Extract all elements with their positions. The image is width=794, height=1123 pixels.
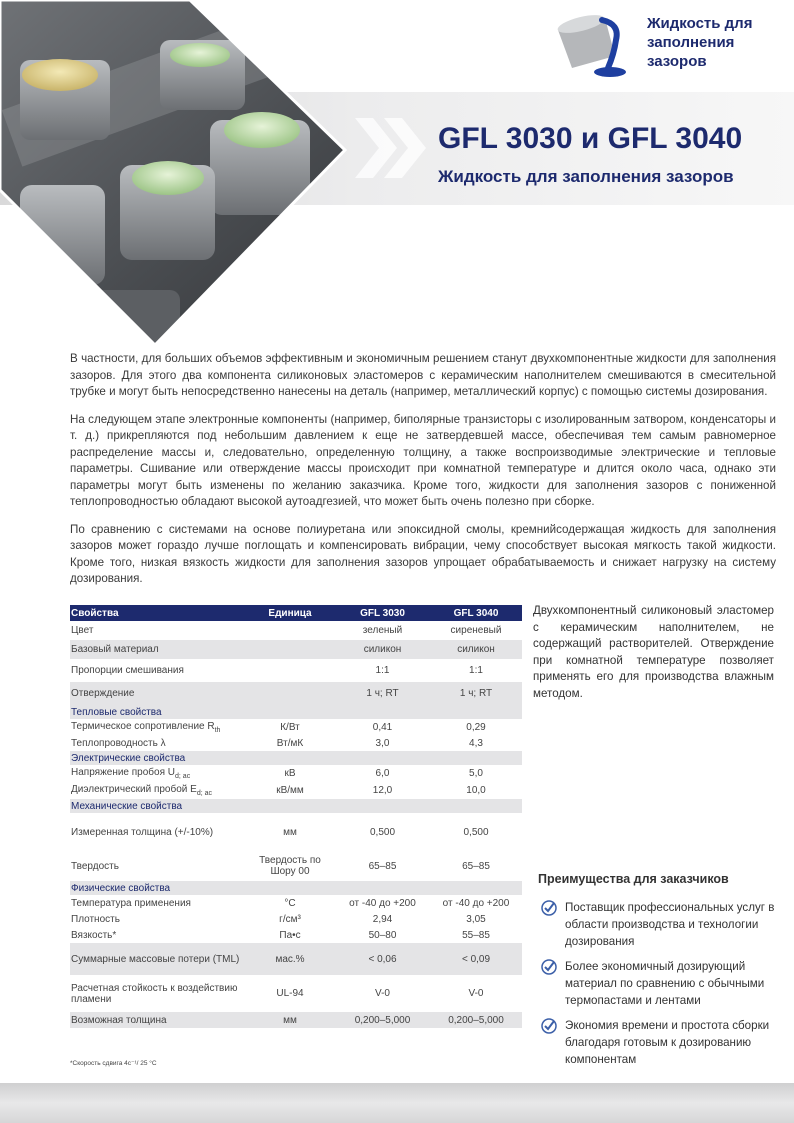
cell: кВ/мм: [276, 785, 304, 796]
cell: [70, 782, 245, 799]
cell: мас.%: [245, 943, 335, 975]
subscript: d; ac: [175, 773, 191, 780]
list-item-text: Экономия времени и простота сборки благодаря готовым к дозированию компонентам: [565, 1019, 770, 1066]
cell: [70, 765, 245, 782]
cell: Вт/мК: [276, 737, 304, 749]
cell: силикон: [335, 640, 430, 659]
cell: Плотность: [71, 913, 120, 925]
section-label: Физические свойства: [70, 881, 522, 895]
cell: сиреневый: [450, 625, 502, 636]
cell: Суммарные массовые потери (TML): [70, 943, 245, 975]
cell: Базовый материал: [70, 640, 245, 659]
cell: 0,500: [463, 826, 489, 838]
advantages-list: [541, 899, 781, 1076]
paragraph: В частности, для больших объемов эффективным и экономичным решением станут двухкомпонентные жидкости для заполнения зазоров. Для этого два компонента силиконовых эластомеров с керамическим наполнителем смешиваются в смесительной трубке и могут быть непосредственно нанесены на деталь (например, металлический корпус) с помощью системы дозирования.: [70, 352, 776, 398]
cell-text: Напряжение пробоя U: [71, 767, 176, 778]
section-label: Электрические свойства: [70, 751, 522, 765]
cell: Твердость: [71, 860, 119, 872]
page-title: GFL 3030 и GFL 3040: [438, 122, 743, 155]
cell: °C: [284, 897, 296, 909]
cell: 65–85: [462, 860, 490, 872]
product-description: Двухкомпонентный силиконовый эластомер с керамическим наполнителем, не содержащий растворителей. Отверждение при комнатной температуре позволяет применять его для производства влажным методом.: [533, 604, 774, 700]
cell: мм: [283, 826, 297, 838]
cell: силикон: [430, 640, 522, 659]
cell: 3,05: [466, 913, 486, 925]
section-row: [70, 751, 522, 765]
cell-text: Диэлектрический пробой E: [71, 784, 197, 795]
cell: [245, 621, 335, 640]
column-header: Единица: [245, 605, 335, 621]
cell: Твердость по Шору 00: [259, 855, 321, 877]
table-row: [70, 911, 522, 927]
column-header: GFL 3040: [430, 605, 522, 621]
cell: < 0,09: [430, 943, 522, 975]
table-row: [70, 975, 522, 1012]
checkmark-icon: [541, 900, 557, 916]
column-header: Свойства: [70, 605, 245, 621]
cell: Цвет: [71, 625, 94, 636]
table-row: [70, 927, 522, 943]
cell: Расчетная стойкость к воздействию пламени: [71, 982, 238, 1005]
table-header-row: [70, 605, 522, 621]
cell: Температура применения: [71, 897, 191, 909]
cell: г/см³: [279, 913, 301, 925]
table-row: [70, 851, 522, 881]
cell: зеленый: [362, 625, 403, 636]
cell: Пропорции смешивания: [71, 665, 184, 676]
cell: 12,0: [372, 785, 393, 796]
cell: Отверждение: [70, 682, 245, 705]
cell: К/Вт: [280, 721, 300, 733]
cell: 0,500: [369, 826, 396, 838]
cell: 2,94: [372, 913, 393, 925]
cell: Измеренная толщина (+/-10%): [71, 826, 214, 838]
section-row: [70, 881, 522, 895]
checkmark-icon: [541, 959, 557, 975]
cell: 50–80: [368, 929, 397, 941]
section-label: Тепловые свойства: [70, 705, 522, 719]
cell: 3,0: [375, 737, 390, 749]
cell: 5,0: [469, 768, 483, 779]
table-row: [70, 682, 522, 705]
table-row: [70, 719, 522, 735]
paragraph: На следующем этапе электронные компоненты (например, биполярные транзисторы с изолированным затвором, конденсаторы и т. д.) прикрепляются под небольшим давлением к еще не затвердевшей массе, обеспечивая тем самым равномерное распределение массы и, следовательно, определенную толщину, а также воспроизводимые электрические и тепловые параметры. Сшивание или отверждение массы происходит при комнатной температуре и длится около часа, однако эти параметры могут быть изменены по желанию заказчика. Кроме того, жидкости для заполнения зазоров с пониженной теплопроводностью обладают высокой аутоадгезией, что может быть очень полезно при сборке.: [70, 412, 776, 508]
table-row: [70, 765, 522, 782]
cell: 1 ч; RT: [430, 682, 522, 705]
cell: от -40 до +200: [349, 897, 416, 909]
footer-band: [0, 1083, 794, 1123]
cell: 65–85: [368, 860, 397, 872]
cell: 1:1: [469, 665, 483, 676]
cell: 0,200–5,000: [430, 1012, 522, 1028]
body-text: [70, 351, 776, 599]
product-photo: [0, 0, 440, 380]
table-row: [70, 1012, 522, 1028]
table-row: [70, 659, 522, 682]
list-item: [541, 899, 781, 950]
column-header: GFL 3030: [335, 605, 430, 621]
cell: Возможная толщина: [70, 1012, 245, 1028]
cell: 0,200–5,000: [335, 1012, 430, 1028]
section-row: [70, 705, 522, 719]
table-footnote: *Скорость сдвига 4c⁻¹/ 25 °C: [70, 1060, 157, 1067]
cell: 1:1: [375, 665, 390, 676]
cell: V-0: [468, 988, 484, 999]
cell: 55–85: [462, 929, 490, 941]
bucket-icon: [550, 10, 640, 80]
cell: Вязкость*: [71, 929, 117, 941]
paragraph: По сравнению с системами на основе полиуретана или эпоксидной смолы, кремнийсодержащая жидкость для заполнения зазоров может гораздо лучше поглощать и компенсировать вибрации, чему способствует высокая мягкость такой жидкости. Кроме того, низкая вязкость жидкости для заполнения зазоров упрощает обрабатываемость и снижает нагрузку на систему дозирования.: [70, 522, 776, 585]
cell: от -40 до +200: [442, 897, 510, 909]
cell: мм: [245, 1012, 335, 1028]
checkmark-icon: [541, 1018, 557, 1034]
table-row: [70, 782, 522, 799]
cell: [245, 659, 335, 682]
table-row: [70, 621, 522, 640]
cell-text: Термическое сопротивление R: [71, 720, 215, 732]
cell: 10,0: [466, 785, 486, 796]
cell: [245, 640, 335, 659]
cell: Теплопроводность λ: [71, 737, 166, 749]
table-row: [70, 640, 522, 659]
cell: [245, 682, 335, 705]
list-item: [541, 958, 781, 1009]
table-row: [70, 813, 522, 851]
subscript: d; ac: [196, 790, 212, 797]
subscript: th: [214, 726, 221, 734]
page-subtitle: Жидкость для заполнения зазоров: [438, 167, 734, 186]
cell: V-0: [374, 988, 390, 999]
section-row: [70, 799, 522, 813]
cell: 1 ч; RT: [335, 682, 430, 705]
cell: 6,0: [375, 768, 390, 779]
spec-table: [70, 605, 522, 1028]
section-label: Механические свойства: [70, 799, 522, 813]
advantages-title: Преимущества для заказчиков: [538, 872, 729, 886]
cell: кВ: [284, 768, 296, 779]
cell: 4,3: [469, 737, 483, 749]
list-item-text: Поставщик профессиональных услуг в области производства и технологии дозирования: [565, 901, 775, 948]
table-row: [70, 735, 522, 751]
table-row: [70, 943, 522, 975]
cell: [70, 719, 245, 735]
cell: 0,41: [372, 721, 393, 733]
product-category-label: Жидкость для заполнения зазоров: [647, 15, 753, 70]
cell: UL-94: [276, 988, 304, 999]
cell: < 0,06: [335, 943, 430, 975]
table-row: [70, 895, 522, 911]
list-item: [541, 1017, 781, 1068]
list-item-text: Более экономичный дозирующий материал по сравнению с обычными термопастами и лентами: [565, 960, 765, 1007]
cell: 0,29: [466, 721, 486, 733]
cell: Па•с: [279, 929, 301, 941]
